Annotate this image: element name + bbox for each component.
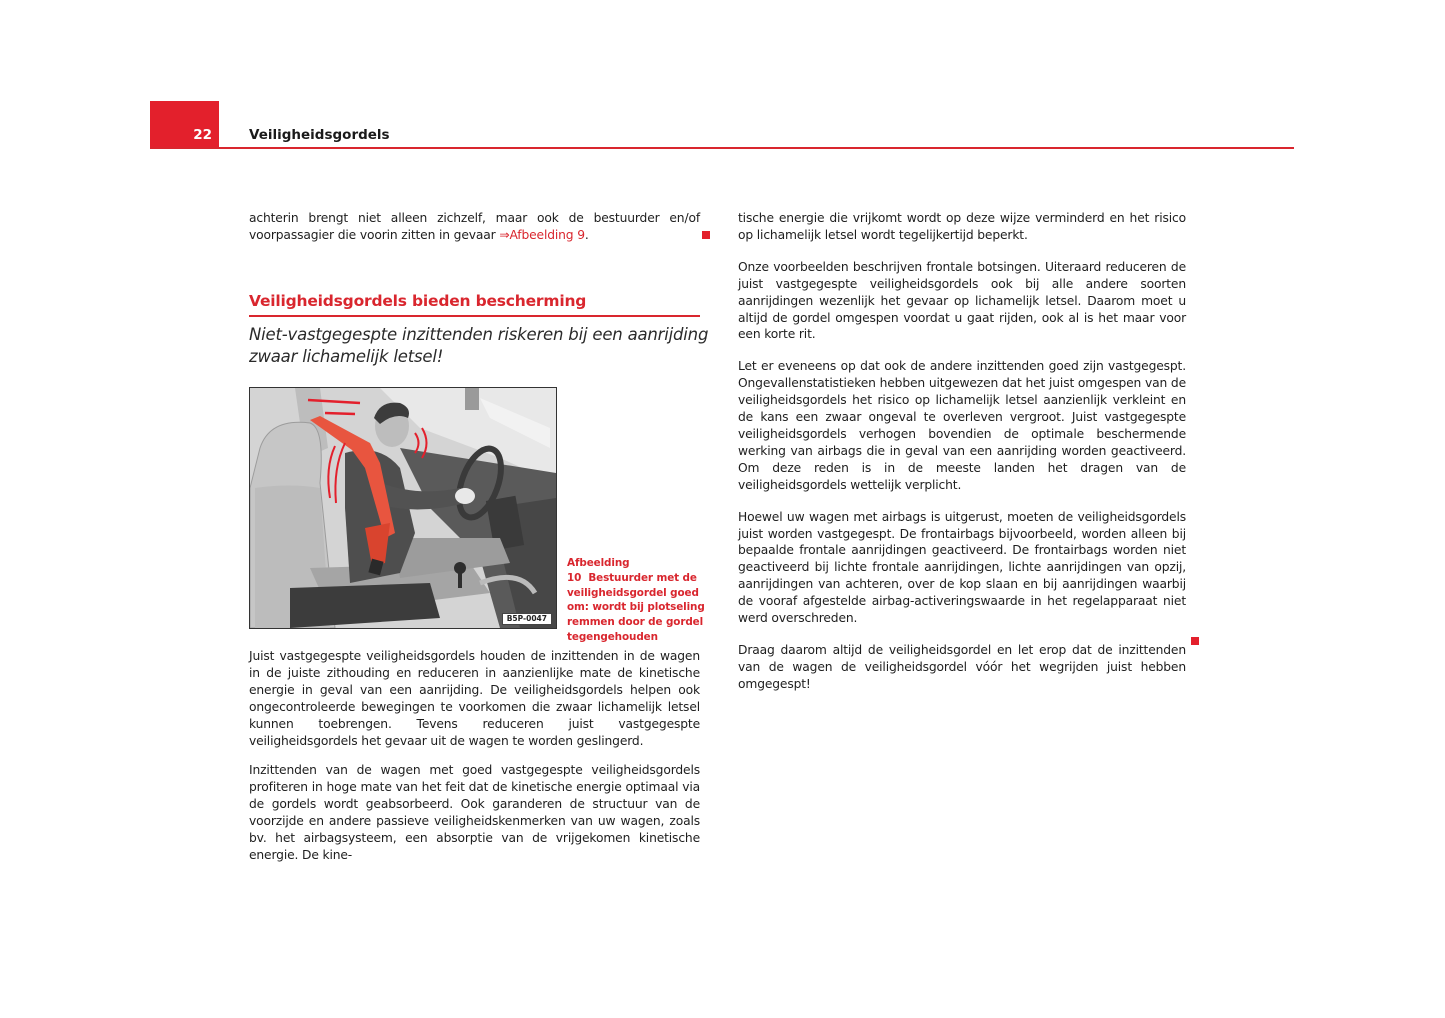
body-paragraph-right-3: Let er eveneens op dat ook de andere inzittenden goed zijn vastgegespt. Ongevallenstatistieken hebben uitgewezen dat het juist omgespen van de veiligheidsgordels het risico op lichamelijk letsel aanzienlijk verkleint en de kans een zwaar ongeval te overleven vergroot. Juist vastgegespte veiligheidsgordels verhogen bovendien de optimale beschermende werking van airbags die in geval van een aanrijding worden geactiveerd. Om deze reden is in de meeste landen het dragen van de veiligheidsgordels wettelijk verplicht. [738, 359, 1186, 492]
section-end-marker-icon [1191, 637, 1199, 645]
arrow-right-icon: ⇒ [499, 227, 510, 242]
page-number: 22 [193, 127, 212, 143]
body-paragraph-left-2 [249, 762, 700, 863]
figure-code: B5P-0047 [502, 613, 552, 625]
body-paragraph-right-1: tische energie die vrijkomt wordt op deze wijze verminderd en het risico op lichamelijk letsel wordt tegelijkertijd beperkt. [738, 211, 1186, 242]
section-lead: Niet-vastgegespte inzittenden riskeren bij een aanrijding zwaar lichamelijk letsel! [249, 325, 709, 366]
figure-caption-text: Bestuurder met de veiligheidsgordel goed om: wordt bij plotseling remmen door de gordel tegengehouden [567, 571, 705, 643]
section-end-marker-icon [702, 231, 710, 239]
right-column [738, 210, 1186, 693]
body-paragraph-right-4: Hoewel uw wagen met airbags is uitgerust, moeten de veiligheidsgordels juist worden vastgegespt. De frontairbags bijvoorbeeld, worden alleen bij bepaalde frontale aanrijdingen geactiveerd. De frontairbags worden niet geactiveerd bij lichte frontale aanrijdingen, lichte aanrijdingen van opzij, aanrijdingen van achteren, over de kop slaan en bij aanrijdingen waarbij de vooraf afgestelde airbag-activeringswaarde in het regelapparaat niet werd overschreden. [738, 509, 1186, 626]
body-paragraph-left-1 [249, 648, 700, 749]
section-title: Veiligheidsgordels bieden bescherming [249, 292, 587, 310]
intro-paragraph [249, 210, 700, 244]
intro-punct: . [584, 227, 589, 242]
figure-9-link-label: Afbeelding 9 [509, 227, 585, 242]
body-paragraph-right-2: Onze voorbeelden beschrijven frontale botsingen. Uiteraard reduceren de juist vastgegespte veiligheidsgordels ook bij alle andere soorten aanrijdingen wezenlijk het gevaar op lichamelijk letsel. Daarom moet u altijd de gordel omgespen voordat u gaat rijden, ook al is het maar voor een korte rit. [738, 259, 1186, 342]
body-paragraph-right-5: Draag daarom altijd de veiligheidsgordel en let erop dat de inzittenden van de wagen de veiligheidsgordel vóór het wegrijden juist hebben omgegespt! [738, 642, 1186, 691]
figure-caption [567, 556, 707, 645]
paragraph-text: Inzittenden van de wagen met goed vastgegespte veiligheidsgordels profiteren in hoge mate van het feit dat de kinetische energie optimaal via de gordels wordt geabsorbeerd. Ook garanderen de structuur van de voorzijde en andere passieve veiligheidskenmerken van uw wagen, zoals bv. het airbagsysteem, een absorptie van de vrijgekomen kinetische energie. De kine- [249, 763, 700, 862]
section-rule [249, 315, 700, 317]
header-rule [150, 147, 1294, 149]
driver-seatbelt-illustration [250, 388, 556, 628]
figure-driver-seatbelt [249, 387, 557, 629]
intro-text: achterin brengt niet alleen zichzelf, maar ook de bestuurder en/of voorpassagier die voorin zitten in gevaar [249, 211, 700, 242]
paragraph-text: Juist vastgegespte veiligheidsgordels houden de inzittenden in de wagen in de juiste zithouding en reduceren in aanzienlijke mate de kinetische energie in geval van een aanrijding. De veiligheidsgordels helpen ook ongecontroleerde bewegingen te voorkomen die zwaar lichamelijk letsel kunnen toebrengen. Tevens reduceren juist vastgegespte veiligheidsgordels het gevaar uit de wagen te worden geslingerd. [249, 649, 700, 748]
figure-9-link[interactable] [499, 228, 585, 242]
running-title: Veiligheidsgordels [249, 127, 390, 143]
figure-caption-label: Afbeelding 10 [567, 557, 630, 584]
